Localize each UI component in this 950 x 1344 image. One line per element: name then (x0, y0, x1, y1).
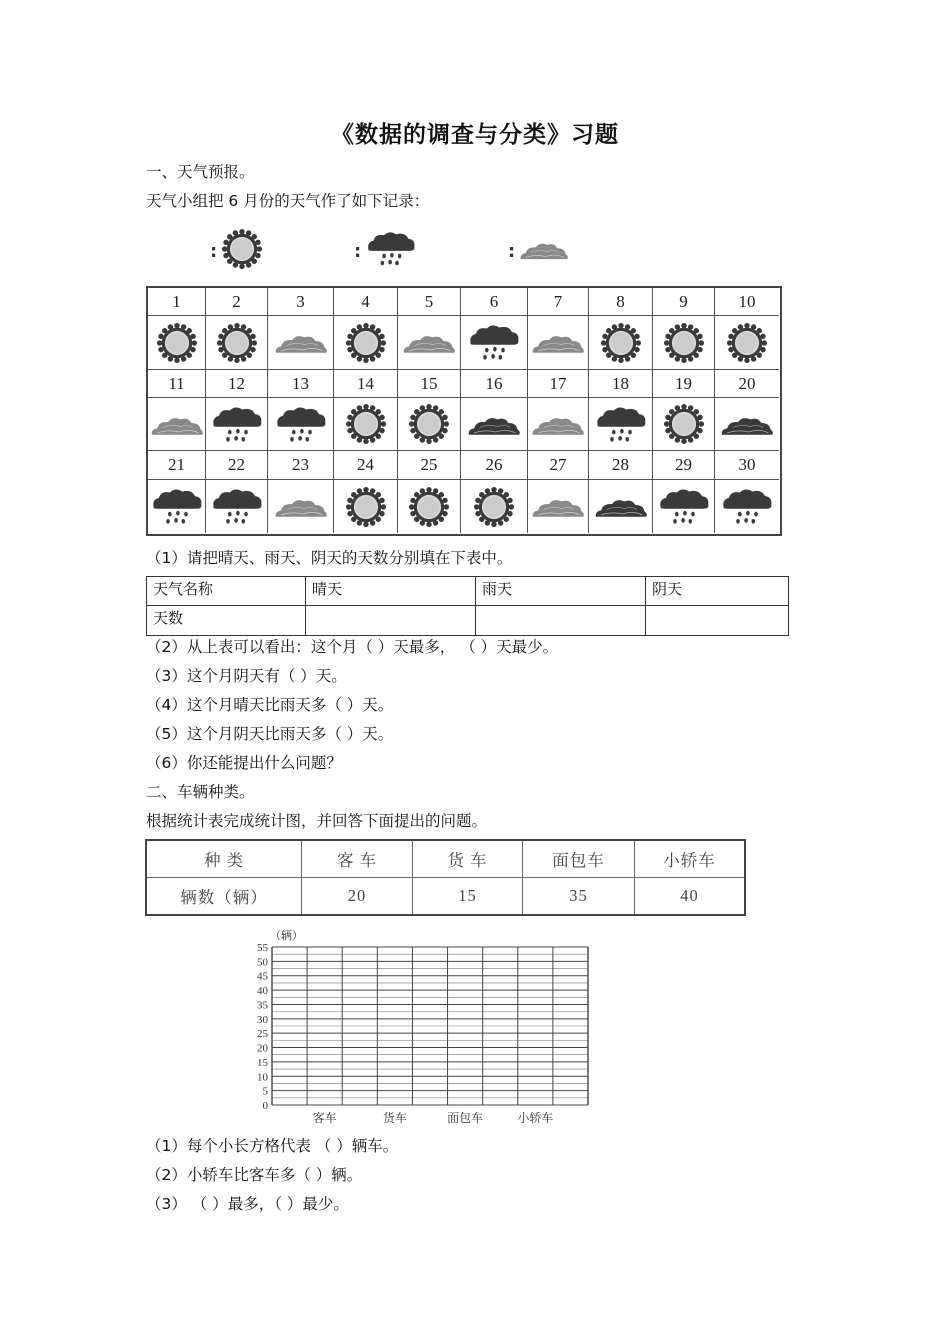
calendar-day-number: 29 (653, 451, 715, 480)
calendar-day-number: 21 (148, 451, 206, 480)
calendar-day-number: 3 (268, 288, 334, 316)
legend-colon: : (508, 240, 516, 262)
q6-text: （6）你还能提出什么问题？ (146, 754, 342, 772)
sun-icon (334, 480, 398, 533)
vehicle-type: 客 车 (302, 841, 413, 878)
calendar-day-number: 4 (334, 288, 398, 316)
calendar-day-number: 20 (715, 370, 779, 398)
sun-icon (653, 398, 715, 451)
cloudy-icon (589, 480, 653, 533)
sun-icon (653, 316, 715, 370)
section1-intro: 天气小组把 6 月份的天气作了如下记录： (146, 192, 430, 210)
weather-count-table (146, 576, 789, 636)
count-header-cloudy: 阴天 (646, 577, 788, 606)
sun-icon (398, 480, 461, 533)
sun-icon (334, 316, 398, 370)
weather-legend (210, 228, 610, 274)
sun-icon (589, 316, 653, 370)
vehicle-type: 小轿车 (635, 841, 744, 878)
count-row-label: 天数 (147, 606, 306, 635)
y-tick-label: 20 (257, 1042, 268, 1055)
s2-q2-text: （2）小轿车比客车多（ ）辆。 (146, 1166, 363, 1184)
count-cell-rainy[interactable] (476, 606, 646, 635)
rain-cloud-icon (206, 480, 268, 533)
x-category-label: 面包车 (447, 1111, 484, 1125)
vehicle-row1-label: 种 类 (147, 841, 302, 878)
cloudy-icon (398, 316, 461, 370)
s2-q3-text: （3） （ ）最多，（ ）最少。 (146, 1195, 349, 1213)
rain-cloud-icon (148, 480, 206, 533)
sun-icon (148, 316, 206, 370)
vehicle-chart-svg (230, 925, 610, 1130)
y-tick-label: 10 (257, 1071, 268, 1084)
cloudy-icon (528, 480, 589, 533)
rain-cloud-icon (715, 480, 779, 533)
calendar-day-number: 23 (268, 451, 334, 480)
sun-icon (221, 228, 263, 274)
y-tick-label: 40 (257, 985, 268, 998)
calendar-day-number: 11 (148, 370, 206, 398)
calendar-day-number: 2 (206, 288, 268, 316)
vehicle-count: 20 (302, 878, 413, 914)
q4-text: （4）这个月晴天比雨天多（ ）天。 (146, 696, 394, 714)
y-tick-label: 50 (257, 956, 268, 969)
legend-cloudy (508, 228, 569, 274)
cloudy-icon (715, 398, 779, 451)
sun-icon (206, 316, 268, 370)
calendar-day-number: 28 (589, 451, 653, 480)
rain-cloud-icon (653, 480, 715, 533)
count-header-rainy: 雨天 (476, 577, 646, 606)
sun-icon (398, 398, 461, 451)
calendar-day-number: 13 (268, 370, 334, 398)
count-header-name: 天气名称 (147, 577, 306, 606)
rain-cloud-icon (268, 398, 334, 451)
x-category-label: 货车 (382, 1111, 407, 1125)
count-header-sunny: 晴天 (306, 577, 476, 606)
vehicle-count: 15 (413, 878, 523, 914)
calendar-day-number: 5 (398, 288, 461, 316)
page-title: 《数据的调查与分类》习题 (331, 122, 619, 148)
vehicle-count: 40 (680, 886, 699, 905)
vehicle-type: 面包车 (523, 841, 635, 878)
vehicle-chart (230, 925, 610, 1130)
q5-text: （5）这个月阴天比雨天多（ ）天。 (146, 725, 394, 743)
cloudy-icon (461, 398, 528, 451)
cloudy-icon (268, 316, 334, 370)
calendar-day-number: 19 (653, 370, 715, 398)
legend-colon: : (354, 240, 362, 262)
legend-rainy (354, 228, 417, 274)
sun-icon (334, 398, 398, 451)
x-category-label: 客车 (312, 1111, 337, 1125)
calendar-day-number: 9 (653, 288, 715, 316)
calendar-day-number: 18 (589, 370, 653, 398)
calendar-day-number: 24 (334, 451, 398, 480)
calendar-day-number: 26 (461, 451, 528, 480)
calendar-day-number: 17 (528, 370, 589, 398)
vehicle-count: 35 (523, 878, 635, 914)
calendar-day-number: 7 (528, 288, 589, 316)
calendar-day-number: 30 (715, 451, 779, 480)
cloudy-icon (519, 239, 569, 264)
calendar-day-number: 27 (528, 451, 589, 480)
calendar-day-number: 15 (398, 370, 461, 398)
s2-q1-text: （1）每个小长方格代表 （ ）辆车。 (146, 1137, 399, 1155)
vehicle-table (145, 839, 746, 916)
calendar-day-number: 16 (461, 370, 528, 398)
legend-sunny (210, 228, 263, 274)
calendar-day-number: 22 (206, 451, 268, 480)
rain-cloud-icon (206, 398, 268, 451)
cloudy-icon (268, 480, 334, 533)
section2-intro: 根据统计表完成统计图，并回答下面提出的问题。 (146, 812, 488, 830)
section1-heading: 一、天气预报。 (146, 163, 255, 181)
q3-text: （3）这个月阴天有（ ）天。 (146, 667, 347, 685)
y-tick-label: 30 (257, 1013, 268, 1026)
calendar-day-number: 25 (398, 451, 461, 480)
q1-text: （1）请把晴天、雨天、阴天的天数分别填在下表中。 (146, 549, 513, 567)
count-cell-sunny[interactable] (306, 606, 476, 635)
cloudy-icon (148, 398, 206, 451)
rain-cloud-icon (365, 230, 417, 271)
y-tick-label: 15 (257, 1056, 268, 1069)
calendar-day-number: 10 (715, 288, 779, 316)
vehicle-row2-label: 辆数（辆） (147, 878, 302, 914)
calendar-day-number: 12 (206, 370, 268, 398)
y-axis-label: （辆） (270, 930, 303, 942)
sun-icon (715, 316, 779, 370)
y-tick-label: 25 (257, 1028, 268, 1041)
vehicle-type: 货 车 (413, 841, 523, 878)
x-category-label: 小轿车 (517, 1111, 554, 1125)
rain-cloud-icon (461, 316, 528, 370)
section2-heading: 二、车辆种类。 (146, 783, 255, 801)
y-tick-label: 0 (262, 1100, 268, 1112)
sun-icon (461, 480, 528, 533)
calendar-day-number: 6 (461, 288, 528, 316)
y-tick-label: 55 (257, 942, 268, 954)
q2-text: （2）从上表可以看出：这个月（ ）天最多， （ ）天最少。 (146, 638, 559, 656)
calendar-day-number: 14 (334, 370, 398, 398)
y-tick-label: 35 (257, 999, 268, 1012)
cloudy-icon (528, 398, 589, 451)
calendar-day-number: 8 (589, 288, 653, 316)
weather-calendar (146, 286, 782, 536)
y-tick-label: 45 (257, 970, 268, 983)
cloudy-icon (528, 316, 589, 370)
y-tick-label: 5 (262, 1085, 268, 1098)
legend-colon: : (210, 240, 218, 262)
calendar-day-number: 1 (148, 288, 206, 316)
count-cell-cloudy[interactable] (646, 606, 788, 635)
rain-cloud-icon (589, 398, 653, 451)
